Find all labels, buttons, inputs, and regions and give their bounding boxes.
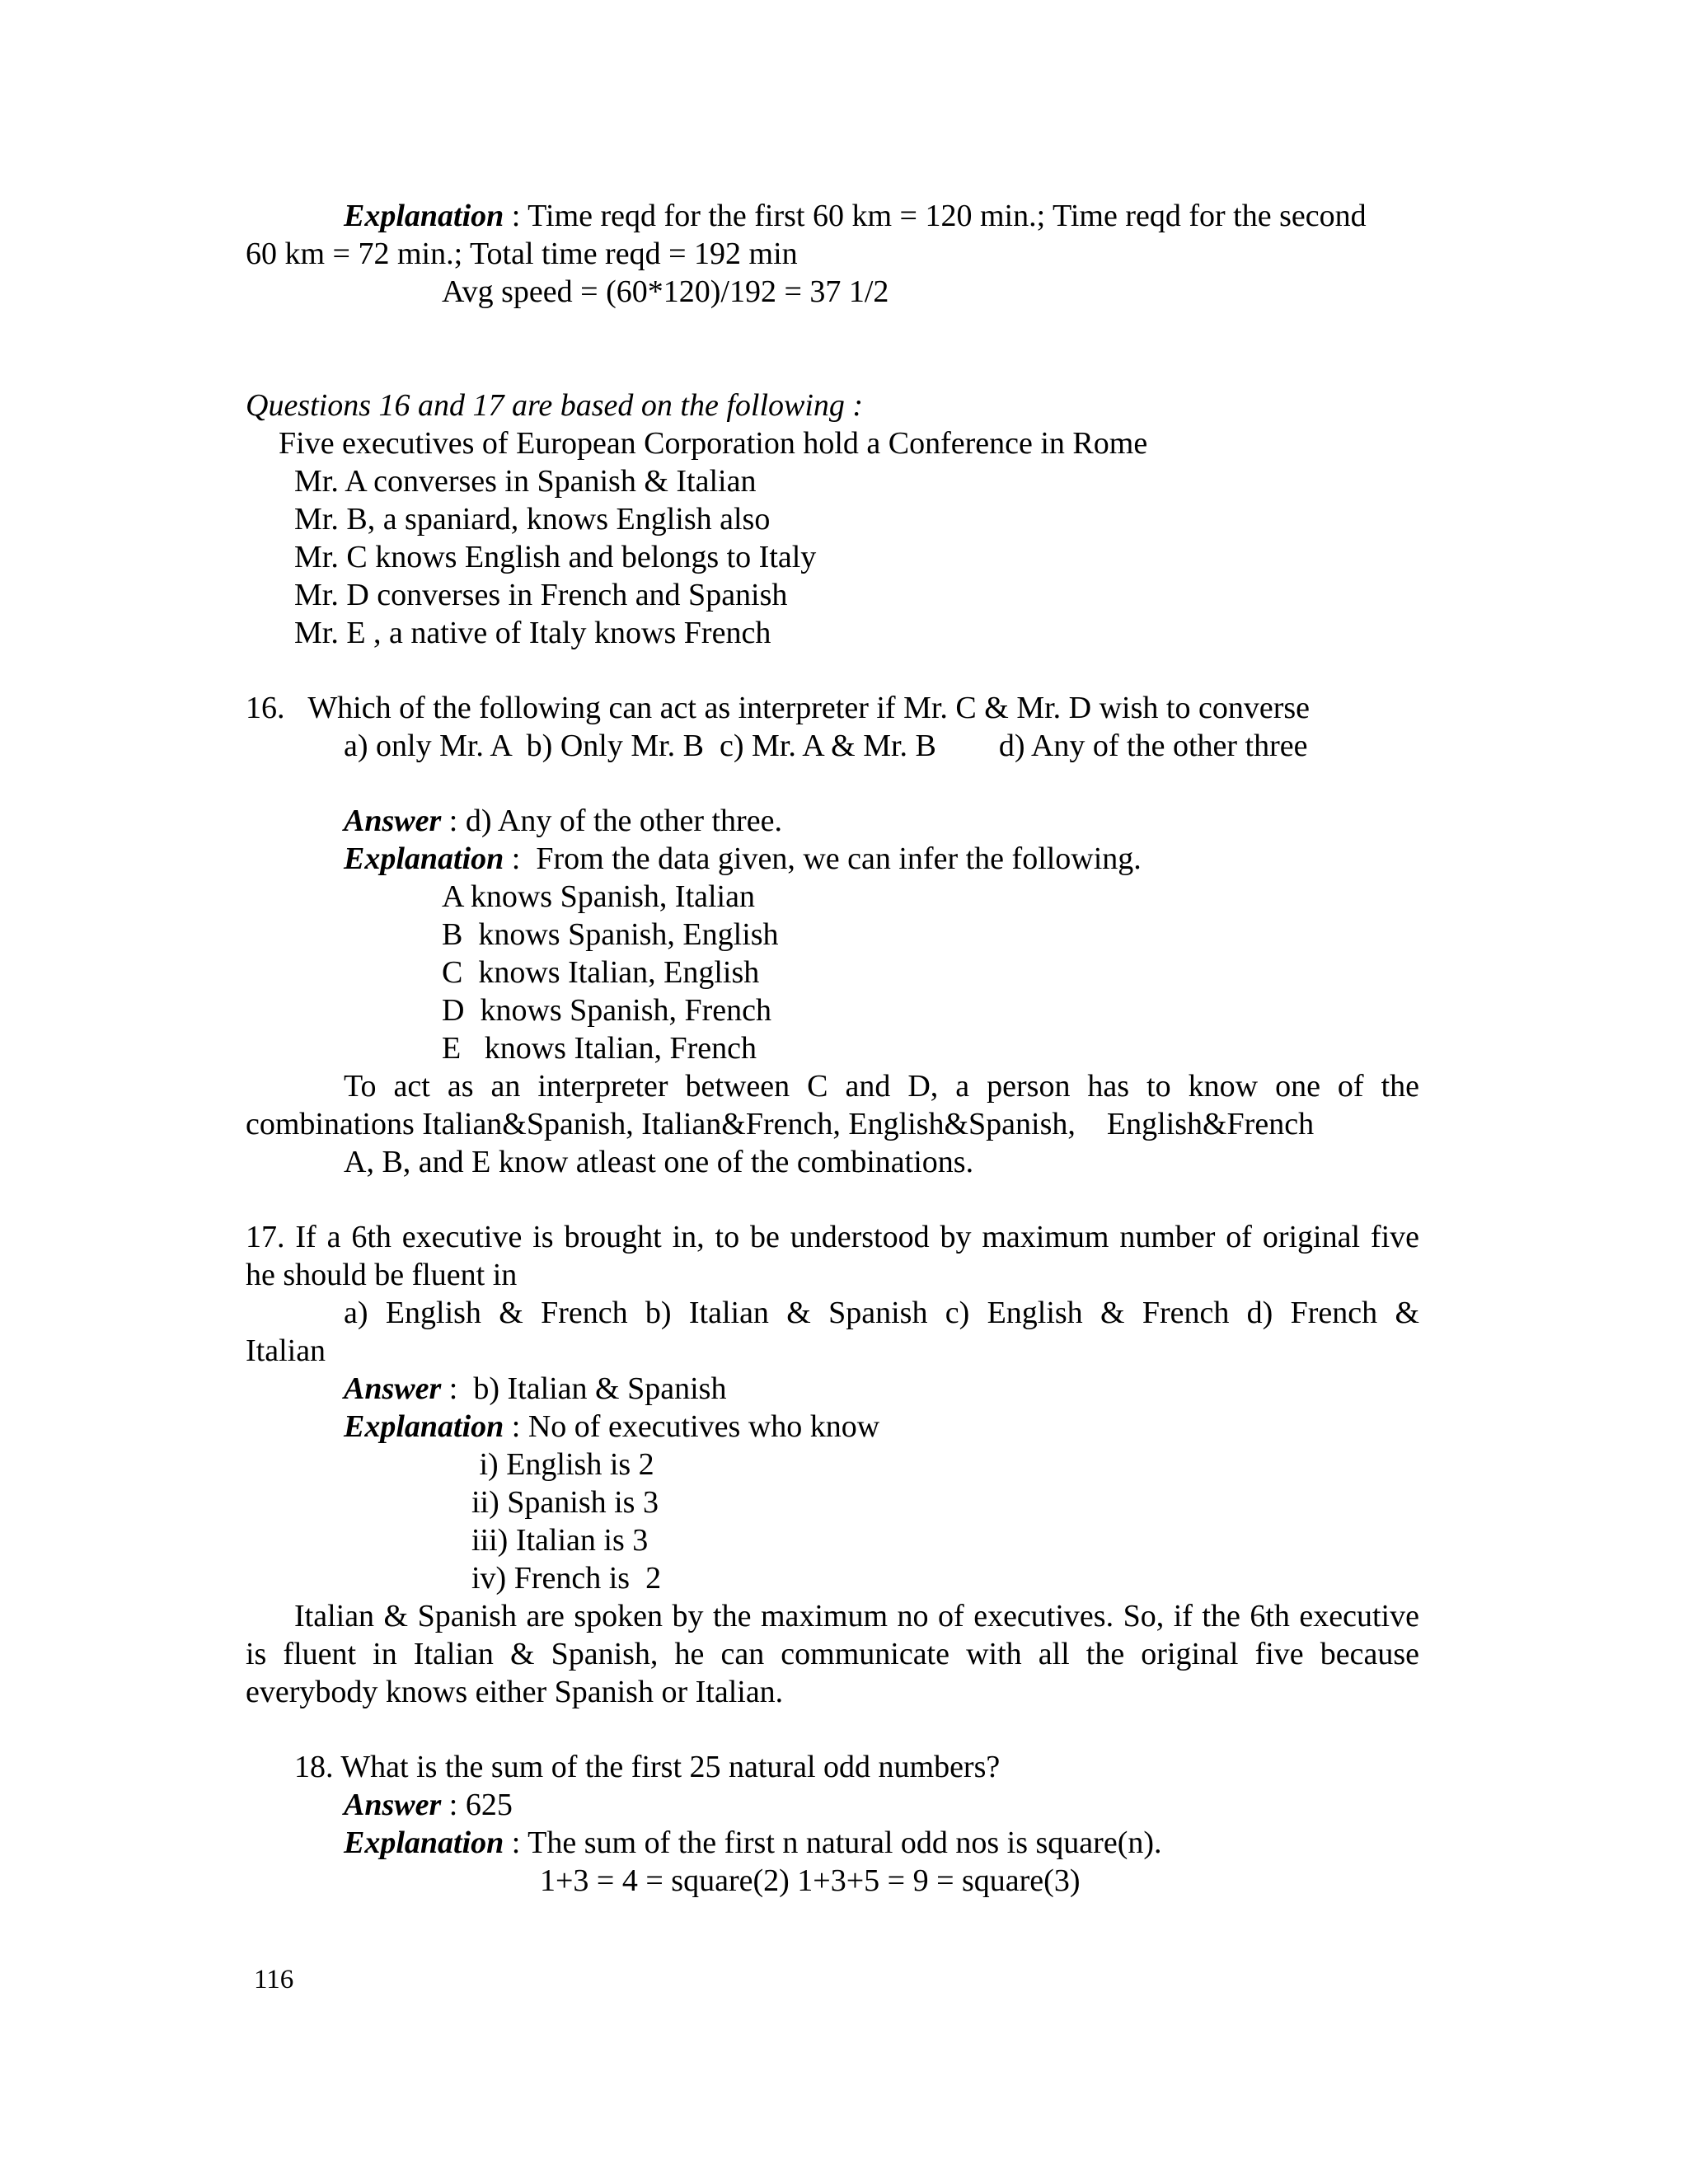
explanation-continuation: 60 km = 72 min.; Total time reqd = 192 min (246, 237, 798, 271)
answer-text: : b) Italian & Spanish (441, 1371, 727, 1406)
question-17-continuation: he should be fluent in (246, 1258, 518, 1292)
inference-item: A knows Spanish, Italian (442, 879, 755, 914)
page-number: 116 (254, 1965, 294, 1994)
inference-item: C knows Italian, English (442, 955, 760, 990)
question-16: 16. Which of the following can act as interpreter if Mr. C & Mr. D wish to converse (246, 691, 1310, 725)
question-17-options-continuation: Italian (246, 1333, 326, 1368)
explanation-text: : No of executives who know (504, 1409, 880, 1444)
answer-text: : 625 (441, 1788, 513, 1822)
answer-label: Answer (344, 1788, 442, 1822)
answer-18 (344, 1786, 513, 1824)
explanation-text: : Time reqd for the first 60 km = 120 min.; Time reqd for the second (504, 199, 1367, 233)
inference-item: B knows Spanish, English (442, 917, 779, 952)
answer-label: Answer (344, 1371, 442, 1406)
fact-item: Mr. C knows English and belongs to Italy (294, 540, 817, 574)
question-17: 17. If a 6th executive is brought in, to be understood by maximum number of original five (246, 1220, 1419, 1254)
count-item: iii) Italian is 3 (471, 1523, 649, 1558)
explanation-label: Explanation (344, 1409, 504, 1444)
question-18: 18. What is the sum of the first 25 natural odd numbers? (294, 1750, 1001, 1784)
explanation-line (344, 197, 1367, 235)
fact-item: Mr. E , a native of Italy knows French (294, 616, 771, 650)
inference-item: E knows Italian, French (442, 1031, 757, 1066)
explanation-16 (344, 840, 1142, 878)
questions-heading: Questions 16 and 17 are based on the following : (246, 388, 864, 423)
explanation-17 (344, 1408, 879, 1446)
odd-sum-example: 1+3 = 4 = square(2) 1+3+5 = 9 = square(3) (540, 1863, 1081, 1898)
explanation-text: : From the data given, we can infer the following. (504, 841, 1142, 876)
answer-17 (344, 1370, 726, 1408)
question-17-options: a) English & French b) Italian & Spanish c) English & French d) French & (344, 1296, 1419, 1330)
explanation-label: Explanation (344, 841, 504, 876)
explanation-paragraph: Italian & Spanish are spoken by the maximum no of executives. So, if the 6th executive (294, 1599, 1419, 1633)
answer-text: : d) Any of the other three. (441, 804, 782, 838)
explanation-text: : The sum of the first n natural odd nos is square(n). (504, 1825, 1162, 1860)
explanation-paragraph: is fluent in Italian & Spanish, he can communicate with all the original five because (246, 1637, 1419, 1671)
count-item: ii) Spanish is 3 (471, 1485, 659, 1520)
count-item: iv) French is 2 (471, 1561, 662, 1596)
question-16-options: a) only Mr. A b) Only Mr. B c) Mr. A & Mr. B d) Any of the other three (344, 729, 1308, 763)
intro-statement: Five executives of European Corporation hold a Conference in Rome (279, 426, 1148, 461)
answer-16 (344, 802, 782, 840)
explanation-label: Explanation (344, 199, 504, 233)
explanation-paragraph: combinations Italian&Spanish, Italian&French, English&Spanish, English&French (246, 1107, 1315, 1141)
fact-item: Mr. B, a spaniard, knows English also (294, 502, 771, 537)
explanation-paragraph: A, B, and E know atleast one of the combinations. (344, 1145, 974, 1179)
fact-item: Mr. A converses in Spanish & Italian (294, 464, 757, 499)
explanation-paragraph: everybody knows either Spanish or Italian. (246, 1675, 784, 1709)
count-item: i) English is 2 (471, 1447, 654, 1482)
inference-item: D knows Spanish, French (442, 993, 772, 1028)
explanation-paragraph: To act as an interpreter between C and D, a person has to know one of the (344, 1069, 1419, 1104)
fact-item: Mr. D converses in French and Spanish (294, 578, 788, 612)
explanation-18 (344, 1824, 1162, 1862)
avg-speed-formula: Avg speed = (60*120)/192 = 37 1/2 (442, 274, 889, 309)
explanation-label: Explanation (344, 1825, 504, 1860)
answer-label: Answer (344, 804, 442, 838)
